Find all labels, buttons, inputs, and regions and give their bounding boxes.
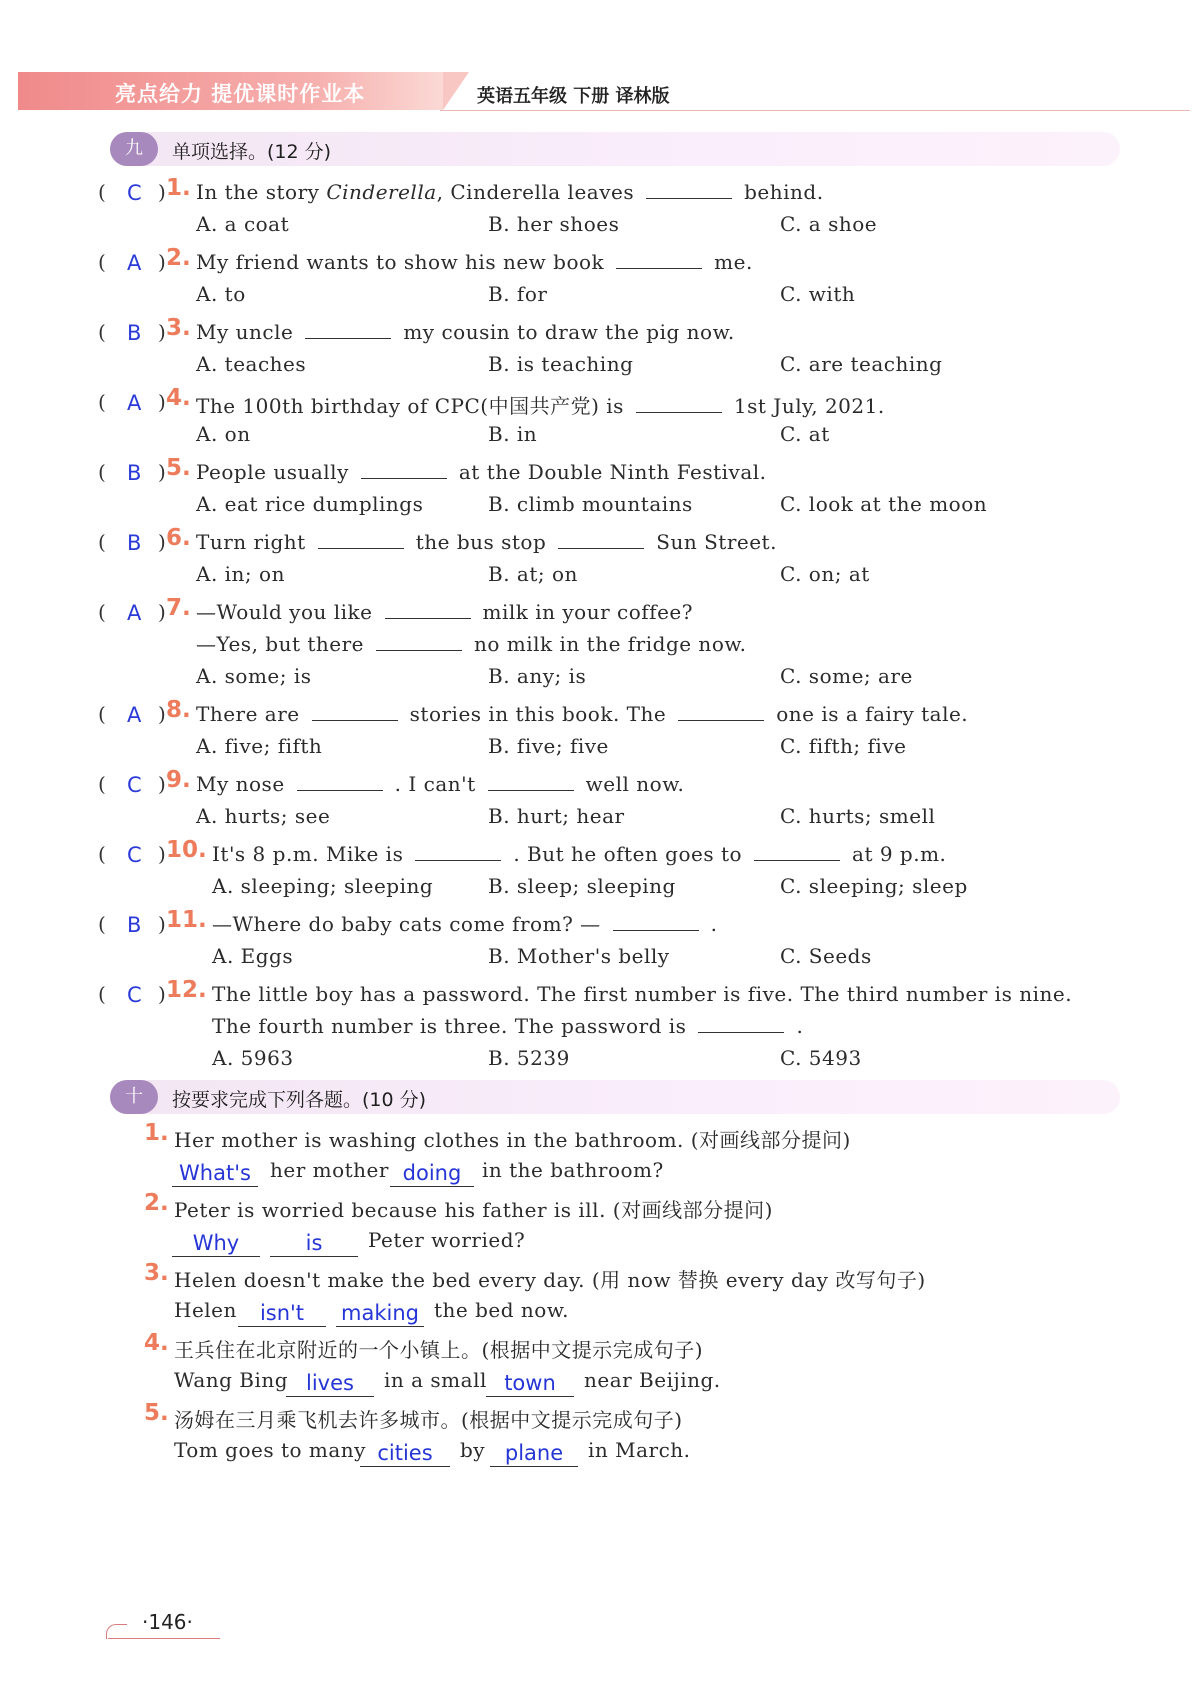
option-a: A. 5963 xyxy=(212,1046,294,1070)
answer-blank xyxy=(616,267,702,269)
question-text xyxy=(196,772,684,796)
question-number: 12. xyxy=(166,977,207,1003)
answer-bracket-close: ) xyxy=(158,180,166,204)
option-a: A. Eggs xyxy=(212,944,294,968)
answer-blank xyxy=(385,617,471,619)
filled-answer-2: making xyxy=(336,1300,424,1327)
question-number: 4. xyxy=(166,385,191,411)
question-text xyxy=(196,180,824,204)
question-text-part: . But he often goes to xyxy=(513,842,743,866)
task-text-mid: her mother xyxy=(270,1158,389,1182)
question-text xyxy=(196,250,753,274)
section-10-title: 按要求完成下列各题。(10 分) xyxy=(172,1089,427,1111)
answer-bracket-close: ) xyxy=(158,772,166,796)
task-number: 3. xyxy=(144,1260,169,1286)
question-text-part: The 100th birthday of CPC(中国共产党) is xyxy=(196,394,624,418)
header-divider xyxy=(440,110,1190,111)
question-text-part: stories in this book. The xyxy=(409,702,667,726)
answer-letter: C xyxy=(127,843,142,867)
option-a: A. a coat xyxy=(196,212,290,236)
answer-blank xyxy=(376,649,462,651)
question-number: 2. xyxy=(166,245,191,271)
filled-answer-2: plane xyxy=(490,1440,578,1467)
answer-bracket-open: ( xyxy=(98,842,106,866)
answer-bracket-open: ( xyxy=(98,530,106,554)
option-c: C. with xyxy=(780,282,856,306)
question-number: 7. xyxy=(166,595,191,621)
question-text xyxy=(196,530,777,554)
story-title: Cinderella xyxy=(326,180,437,204)
answer-blank xyxy=(305,337,391,339)
answer-bracket-open: ( xyxy=(98,702,106,726)
filled-answer-1: cities xyxy=(360,1440,450,1467)
task-text-post: the bed now. xyxy=(434,1298,569,1322)
answer-blank xyxy=(318,547,404,549)
task-prompt: Her mother is washing clothes in the bathroom. (对画线部分提问) xyxy=(174,1128,851,1152)
filled-answer-1: lives xyxy=(286,1370,374,1397)
question-text-part: In the story xyxy=(196,180,327,204)
answer-letter: C xyxy=(127,983,142,1007)
question-text-part: one is a fairy tale. xyxy=(776,702,969,726)
question-number: 6. xyxy=(166,525,191,551)
option-a: A. five; fifth xyxy=(196,734,323,758)
task-text-post: in March. xyxy=(588,1438,691,1462)
question-text-line2 xyxy=(196,632,746,656)
question-number: 3. xyxy=(166,315,191,341)
page-number: ·146· xyxy=(142,1610,193,1634)
answer-bracket-open: ( xyxy=(98,320,106,344)
option-c: C. are teaching xyxy=(780,352,943,376)
answer-blank xyxy=(297,789,383,791)
question-text-part: the bus stop xyxy=(415,530,547,554)
book-info: 英语五年级 下册 译林版 xyxy=(477,86,670,107)
answer-bracket-open: ( xyxy=(98,772,106,796)
option-b: B. is teaching xyxy=(488,352,634,376)
question-text-part: 1st July, 2021. xyxy=(733,394,885,418)
page-number-underline xyxy=(108,1638,220,1639)
answer-bracket-open: ( xyxy=(98,600,106,624)
task-prompt: Peter is worried because his father is ill. (对画线部分提问) xyxy=(174,1198,773,1222)
option-c: C. Seeds xyxy=(780,944,872,968)
question-text xyxy=(212,912,718,936)
question-text xyxy=(196,460,767,484)
question-number: 5. xyxy=(166,455,191,481)
option-c: C. some; are xyxy=(780,664,913,688)
filled-answer-2: town xyxy=(486,1370,574,1397)
question-text-part: There are xyxy=(196,702,300,726)
option-b: B. Mother's belly xyxy=(488,944,670,968)
question-number: 8. xyxy=(166,697,191,723)
question-text-part: at 9 p.m. xyxy=(852,842,947,866)
question-text-part: Sun Street. xyxy=(656,530,777,554)
option-b: B. for xyxy=(488,282,548,306)
question-text-part: . xyxy=(796,1014,804,1038)
option-b: B. any; is xyxy=(488,664,587,688)
answer-letter: A xyxy=(127,703,142,727)
question-text-part: My nose xyxy=(196,772,285,796)
answer-bracket-open: ( xyxy=(98,460,106,484)
task-text-pre: Tom goes to many xyxy=(174,1438,366,1462)
answer-blank xyxy=(636,411,722,413)
question-text-part: Turn right xyxy=(196,530,306,554)
answer-letter: B xyxy=(127,321,142,345)
question-text-part: my cousin to draw the pig now. xyxy=(403,320,735,344)
filled-answer-1: Why xyxy=(172,1230,260,1257)
task-prompt: 汤姆在三月乘飞机去许多城市。(根据中文提示完成句子) xyxy=(174,1408,683,1432)
task-number: 4. xyxy=(144,1330,169,1356)
option-a: A. sleeping; sleeping xyxy=(212,874,434,898)
task-text-post: near Beijing. xyxy=(584,1368,721,1392)
answer-blank xyxy=(415,859,501,861)
option-a: A. to xyxy=(196,282,246,306)
question-number: 11. xyxy=(166,907,207,933)
answer-letter: A xyxy=(127,391,142,415)
option-b: B. at; on xyxy=(488,562,578,586)
page-number-ornament xyxy=(106,1624,127,1639)
answer-bracket-close: ) xyxy=(158,842,166,866)
answer-bracket-open: ( xyxy=(98,250,106,274)
filled-answer-2: is xyxy=(270,1230,358,1257)
answer-letter: A xyxy=(127,601,142,625)
question-text-part: My friend wants to show his new book xyxy=(196,250,605,274)
question-text-part: me. xyxy=(714,250,753,274)
question-text-line2 xyxy=(212,1014,803,1038)
option-a: A. some; is xyxy=(196,664,312,688)
question-text-part: My uncle xyxy=(196,320,294,344)
answer-letter: B xyxy=(127,461,142,485)
question-text-part: . I can't xyxy=(394,772,476,796)
answer-blank xyxy=(698,1031,784,1033)
option-b: B. climb mountains xyxy=(488,492,693,516)
question-text-part: no milk in the fridge now. xyxy=(474,632,747,656)
answer-letter: A xyxy=(127,251,142,275)
question-text-part: well now. xyxy=(585,772,685,796)
answer-blank xyxy=(754,859,840,861)
question-text-part: milk in your coffee? xyxy=(482,600,693,624)
answer-bracket-close: ) xyxy=(158,390,166,414)
option-a: A. hurts; see xyxy=(196,804,331,828)
answer-blank xyxy=(678,719,764,721)
question-text-part: at the Double Ninth Festival. xyxy=(458,460,767,484)
answer-bracket-open: ( xyxy=(98,180,106,204)
option-c: C. sleeping; sleep xyxy=(780,874,968,898)
answer-letter: C xyxy=(127,181,142,205)
series-title: 亮点给力 提优课时作业本 xyxy=(115,82,366,106)
option-b: B. in xyxy=(488,422,538,446)
task-number: 2. xyxy=(144,1190,169,1216)
question-text-part: The fourth number is three. The password is xyxy=(212,1014,687,1038)
option-b: B. 5239 xyxy=(488,1046,570,1070)
option-b: B. her shoes xyxy=(488,212,620,236)
task-prompt: Helen doesn't make the bed every day. (用 now 替换 every day 改写句子) xyxy=(174,1268,926,1292)
filled-answer-2: doing xyxy=(390,1160,474,1187)
question-number: 1. xyxy=(166,175,191,201)
answer-blank xyxy=(558,547,644,549)
task-text-pre: Helen xyxy=(174,1298,237,1322)
answer-blank xyxy=(361,477,447,479)
question-number: 9. xyxy=(166,767,191,793)
question-text-part: . xyxy=(710,912,718,936)
option-c: C. on; at xyxy=(780,562,870,586)
question-text-part: —Where do baby cats come from? xyxy=(212,912,574,936)
answer-letter: B xyxy=(127,913,142,937)
option-a: A. eat rice dumplings xyxy=(196,492,424,516)
task-text-pre: Wang Bing xyxy=(174,1368,289,1392)
section-9-title: 单项选择。(12 分) xyxy=(172,141,332,163)
question-text-part: —Would you like xyxy=(196,600,373,624)
question-text-part: —Yes, but there xyxy=(196,632,365,656)
option-a: A. on xyxy=(196,422,251,446)
answer-letter: C xyxy=(127,773,142,797)
option-c: C. fifth; five xyxy=(780,734,907,758)
question-text xyxy=(196,600,693,624)
answer-bracket-open: ( xyxy=(98,912,106,936)
option-b: B. hurt; hear xyxy=(488,804,625,828)
answer-letter: B xyxy=(127,531,142,555)
task-text-mid: by xyxy=(460,1438,486,1462)
answer-bracket-open: ( xyxy=(98,982,106,1006)
answer-blank xyxy=(488,789,574,791)
question-text xyxy=(212,982,1072,1006)
question-text-part: People usually xyxy=(196,460,349,484)
question-text xyxy=(196,320,735,344)
question-text xyxy=(196,390,885,419)
question-text xyxy=(196,702,968,726)
answer-bracket-close: ) xyxy=(158,250,166,274)
task-text-post: Peter worried? xyxy=(368,1228,526,1252)
question-text-part: The little boy has a password. The first number is five. The third number is nine. xyxy=(212,982,1073,1006)
answer-bracket-close: ) xyxy=(158,982,166,1006)
section-9-badge: 九 xyxy=(110,132,158,166)
task-number: 5. xyxy=(144,1400,169,1426)
option-c: C. a shoe xyxy=(780,212,878,236)
answer-bracket-close: ) xyxy=(158,600,166,624)
answer-blank xyxy=(312,719,398,721)
answer-bracket-close: ) xyxy=(158,912,166,936)
question-text-part: , Cinderella leaves xyxy=(436,180,635,204)
section-10-badge: 十 xyxy=(110,1080,158,1114)
option-c: C. 5493 xyxy=(780,1046,862,1070)
task-number: 1. xyxy=(144,1120,169,1146)
answer-bracket-close: ) xyxy=(158,460,166,484)
option-b: B. sleep; sleeping xyxy=(488,874,676,898)
answer-bracket-close: ) xyxy=(158,530,166,554)
answer-bracket-close: ) xyxy=(158,320,166,344)
option-c: C. at xyxy=(780,422,830,446)
answer-blank xyxy=(613,929,699,931)
option-b: B. five; five xyxy=(488,734,609,758)
option-a: A. in; on xyxy=(196,562,285,586)
option-c: C. look at the moon xyxy=(780,492,988,516)
option-c: C. hurts; smell xyxy=(780,804,936,828)
dash: — xyxy=(580,912,601,936)
question-number: 10. xyxy=(166,837,207,863)
task-prompt: 王兵住在北京附近的一个小镇上。(根据中文提示完成句子) xyxy=(174,1338,704,1362)
answer-bracket-open: ( xyxy=(98,390,106,414)
answer-bracket-close: ) xyxy=(158,702,166,726)
filled-answer-1: isn't xyxy=(238,1300,326,1327)
answer-blank xyxy=(646,197,732,199)
question-text xyxy=(212,842,946,866)
question-text-part: behind. xyxy=(744,180,824,204)
question-text-part: It's 8 p.m. Mike is xyxy=(212,842,404,866)
task-text-post: in the bathroom? xyxy=(482,1158,664,1182)
task-text-mid: in a small xyxy=(384,1368,487,1392)
filled-answer-1: What's xyxy=(172,1160,258,1187)
option-a: A. teaches xyxy=(196,352,307,376)
